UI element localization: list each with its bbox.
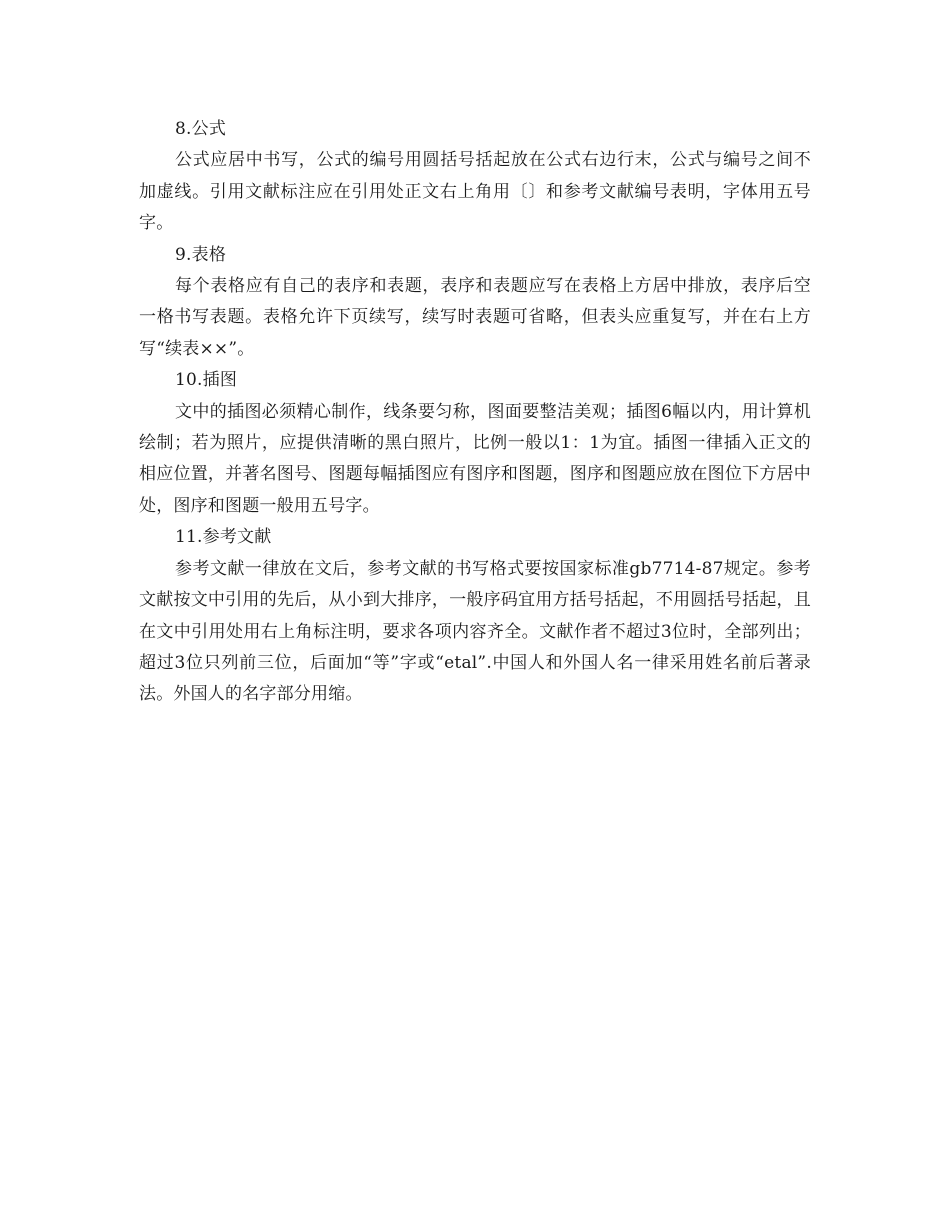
section-paragraph: 公式应居中书写，公式的编号用圆括号括起放在公式右边行末，公式与编号之间不加虚线。引用文献标注应在引用处正文右上角用〔〕和参考文献编号表明，字体用五号字。	[139, 150, 811, 234]
section-references	[139, 522, 811, 710]
section-table	[139, 240, 811, 366]
section-paragraph: 每个表格应有自己的表序和表题，表序和表题应写在表格上方居中排放，表序后空一格书写表题。表格允许下页续写，续写时表题可省略，但表头应重复写，并在右上方写“续表××”。	[139, 276, 811, 359]
section-heading: 9.表格	[175, 244, 227, 265]
section-heading: 10.插图	[175, 370, 238, 391]
section-formula	[139, 114, 811, 240]
section-heading: 8.公式	[175, 119, 227, 139]
section-heading: 11.参考文献	[175, 527, 272, 548]
document-body	[139, 114, 811, 711]
section-paragraph: 参考文献一律放在文后，参考文献的书写格式要按国家标准gb7714-87规定。参考文献按文中引用的先后，从小到大排序，一般序码宜用方括号括起，不用圆括号括起，且在文中引用处用右上角标注明，要求各项内容齐全。文献作者不超过3位时，全部列出；超过3位只列前三位，后面加“等”字或“etal”.中国人和外国人名一律采用姓名前后著录法。外国人的名字部分用缩。	[139, 558, 811, 705]
section-paragraph: 文中的插图必须精心制作，线条要匀称，图面要整洁美观；插图6幅以内，用计算机绘制；若为照片，应提供清晰的黑白照片，比例一般以1：1为宜。插图一律插入正文的相应位置，并著名图号、图题每幅插图应有图序和图题，图序和图题应放在图位下方居中处，图序和图题一般用五号字。	[139, 401, 811, 516]
section-figure	[139, 365, 811, 522]
